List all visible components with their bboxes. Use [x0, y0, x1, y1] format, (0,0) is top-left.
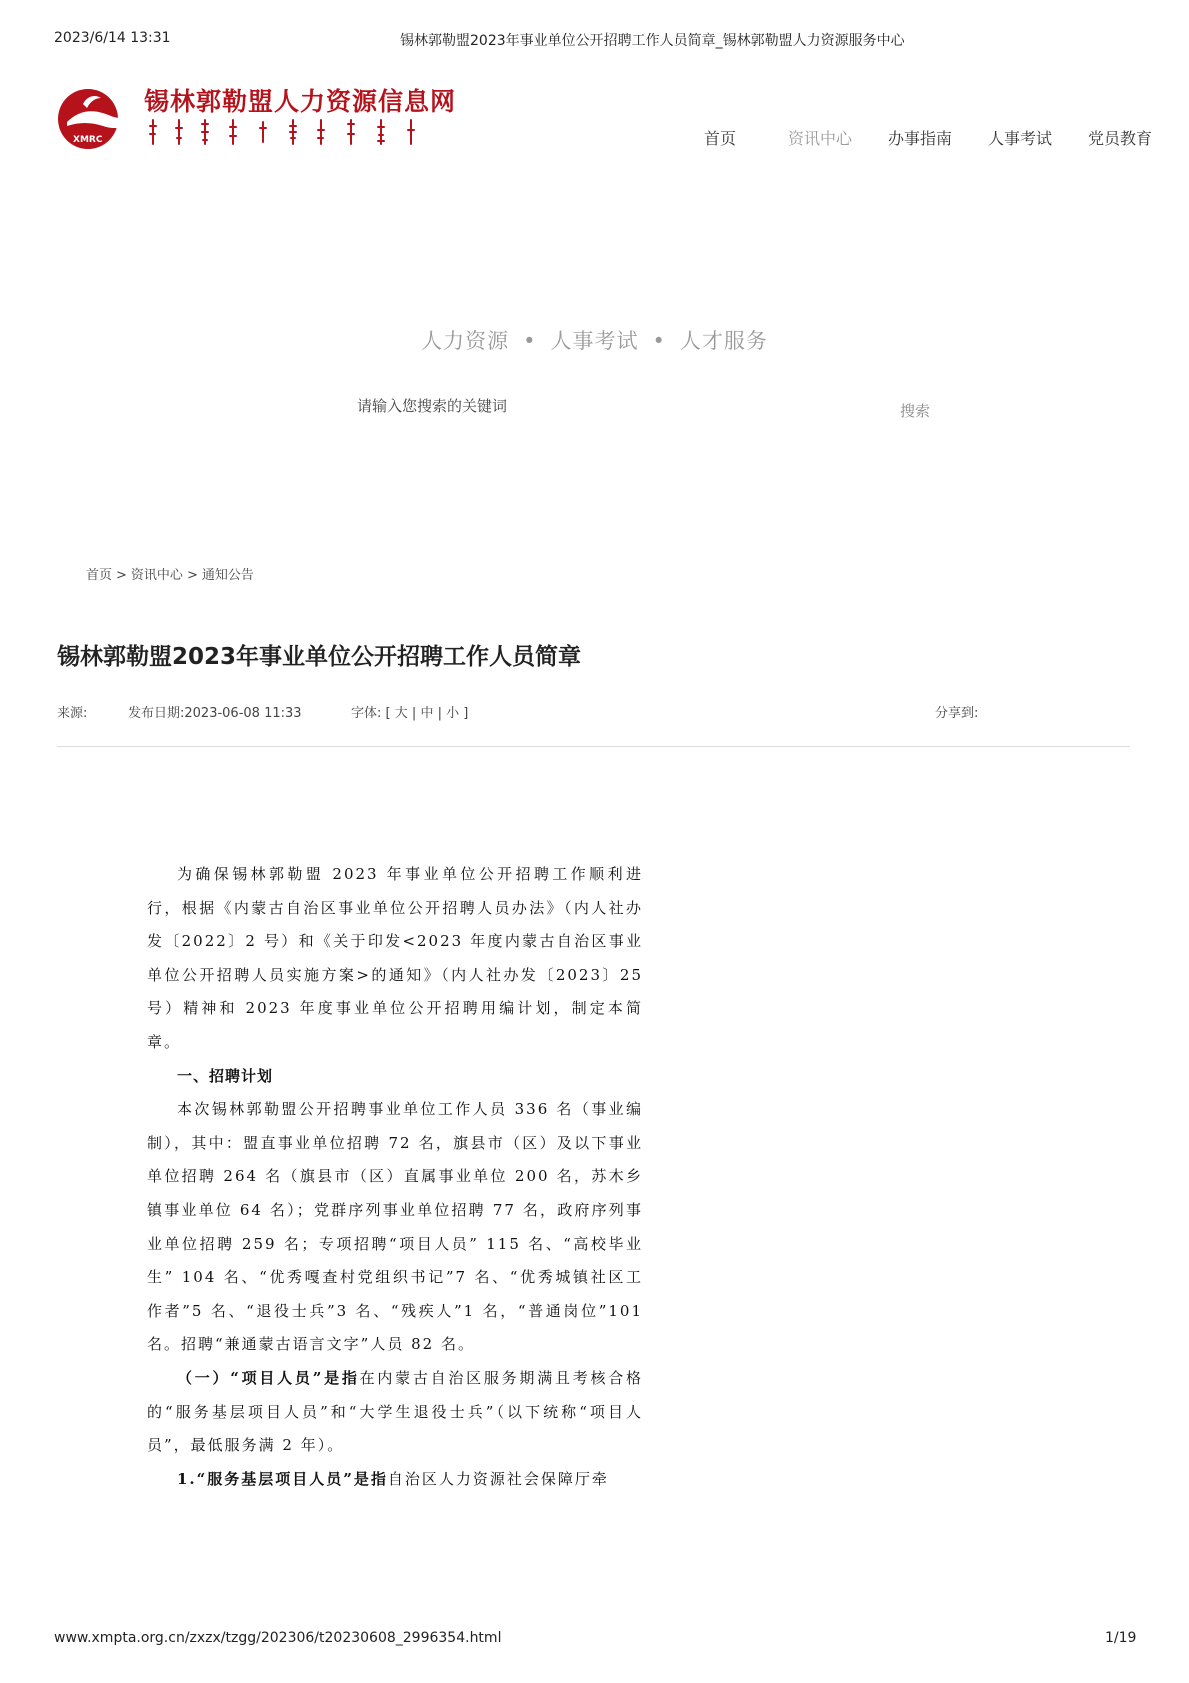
- publish-date: [128, 702, 302, 721]
- term-definition: 在内蒙古自治区服务期满且考核合格的“服务基层项目人员”和“大学生退役士兵”（以下统称“项目人员”，最低服务满 2 年）。: [147, 1368, 643, 1455]
- breadcrumb-separator: >: [186, 568, 198, 583]
- slogan-part: 人事考试: [550, 329, 639, 353]
- logo-title: 锡林郭勒盟人力资源信息网: [144, 87, 457, 116]
- section-heading: 一、招聘计划: [177, 1066, 274, 1085]
- mongolian-script-icon: [145, 118, 445, 148]
- breadcrumb-separator: >: [116, 568, 127, 583]
- article-paragraph: [147, 1463, 643, 1497]
- nav-item-party-education[interactable]: 党员教育: [1087, 129, 1152, 148]
- nav-item-personnel-exam[interactable]: 人事考试: [987, 129, 1052, 148]
- article-paragraph: 本次锡林郭勒盟公开招聘事业单位工作人员 336 名（事业编制），其中：盟直事业单位招聘 72 名，旗县市（区）及以下事业单位招聘 264 名（旗县市（区）直属事业单位 200 名，苏木乡镇事业单位 64 名）；党群序列事业单位招聘 77 名，政府序列事业单位招聘 259 名；专项招聘“项目人员” 115 名、“高校毕业生” 104 名、“优秀嘎查村党组织书记”7 名、“优秀城镇社区工作者”5 名、“退役士兵”3 名、“残疾人”1 名，“普通岗位”101 名。招聘“兼通蒙古语言文字”人员 82 名。: [147, 1100, 643, 1354]
- breadcrumb-notices[interactable]: 通知公告: [201, 568, 254, 583]
- publish-date-value: 2023-06-08 11:33: [184, 706, 302, 721]
- print-page-number: 1/19: [1105, 1630, 1137, 1646]
- font-separator: |: [411, 706, 417, 721]
- font-separator: |: [437, 706, 442, 721]
- nav-item-home[interactable]: 首页: [703, 129, 736, 148]
- breadcrumb-home[interactable]: 首页: [86, 568, 113, 583]
- print-datetime: 2023/6/14 13:31: [54, 30, 171, 46]
- logo-abbr: XMRC: [73, 135, 103, 145]
- site-slogan: [0, 325, 1189, 355]
- nav-item-service-guide[interactable]: 办事指南: [887, 129, 952, 148]
- share-label: 分享到:: [935, 706, 979, 721]
- term-definition: 自治区人力资源社会保障厅牵: [387, 1469, 609, 1488]
- nav-item-news-center[interactable]: 资讯中心: [787, 129, 852, 148]
- font-bracket: ]: [463, 706, 469, 721]
- term-bold: 1.“服务基层项目人员”是指: [177, 1469, 388, 1488]
- font-size-label: 字体:: [351, 706, 382, 721]
- font-medium-button[interactable]: 中: [420, 706, 434, 721]
- print-url: www.xmpta.org.cn/zxzx/tzgg/202306/t20230608_2996354.html: [54, 1630, 502, 1646]
- breadcrumb: [86, 564, 254, 583]
- print-page-title: 锡林郭勒盟2023年事业单位公开招聘工作人员简章_锡林郭勒盟人力资源服务中心: [400, 33, 905, 49]
- slogan-part: 人才服务: [679, 329, 768, 353]
- slogan-separator: •: [652, 329, 666, 353]
- article-paragraph: [147, 1362, 643, 1463]
- search-input[interactable]: [357, 392, 797, 420]
- main-nav: [670, 126, 1170, 149]
- breadcrumb-news-center[interactable]: 资讯中心: [130, 568, 183, 583]
- article-body: [147, 858, 643, 1496]
- font-small-button[interactable]: 小: [446, 706, 460, 721]
- publish-date-label: 发布日期:: [128, 706, 185, 721]
- article-paragraph: 为确保锡林郭勒盟 2023 年事业单位公开招聘工作顺利进行，根据《内蒙古自治区事业单位公开招聘人员办法》（内人社办发〔2022〕2 号）和《关于印发<2023 年度内蒙古自治区事业单位公开招聘人员实施方案>的通知》（内人社办发〔2023〕25 号）精神和 2023 年度事业单位公开招聘用编计划，制定本简章。: [147, 865, 643, 1051]
- divider: [57, 746, 1130, 747]
- xmrc-emblem-icon: [57, 82, 143, 152]
- site-logo[interactable]: [57, 82, 457, 152]
- slogan-separator: •: [523, 329, 537, 353]
- search-button[interactable]: 搜索: [900, 402, 931, 420]
- font-bracket: [: [385, 706, 391, 721]
- font-large-button[interactable]: 大: [394, 706, 408, 721]
- slogan-part: 人力资源: [421, 329, 510, 353]
- font-size-controls: [351, 702, 468, 721]
- source-label: 来源:: [57, 706, 88, 721]
- article-title: 锡林郭勒盟2023年事业单位公开招聘工作人员简章: [57, 644, 582, 670]
- term-bold: （一）“项目人员”是指: [177, 1368, 360, 1387]
